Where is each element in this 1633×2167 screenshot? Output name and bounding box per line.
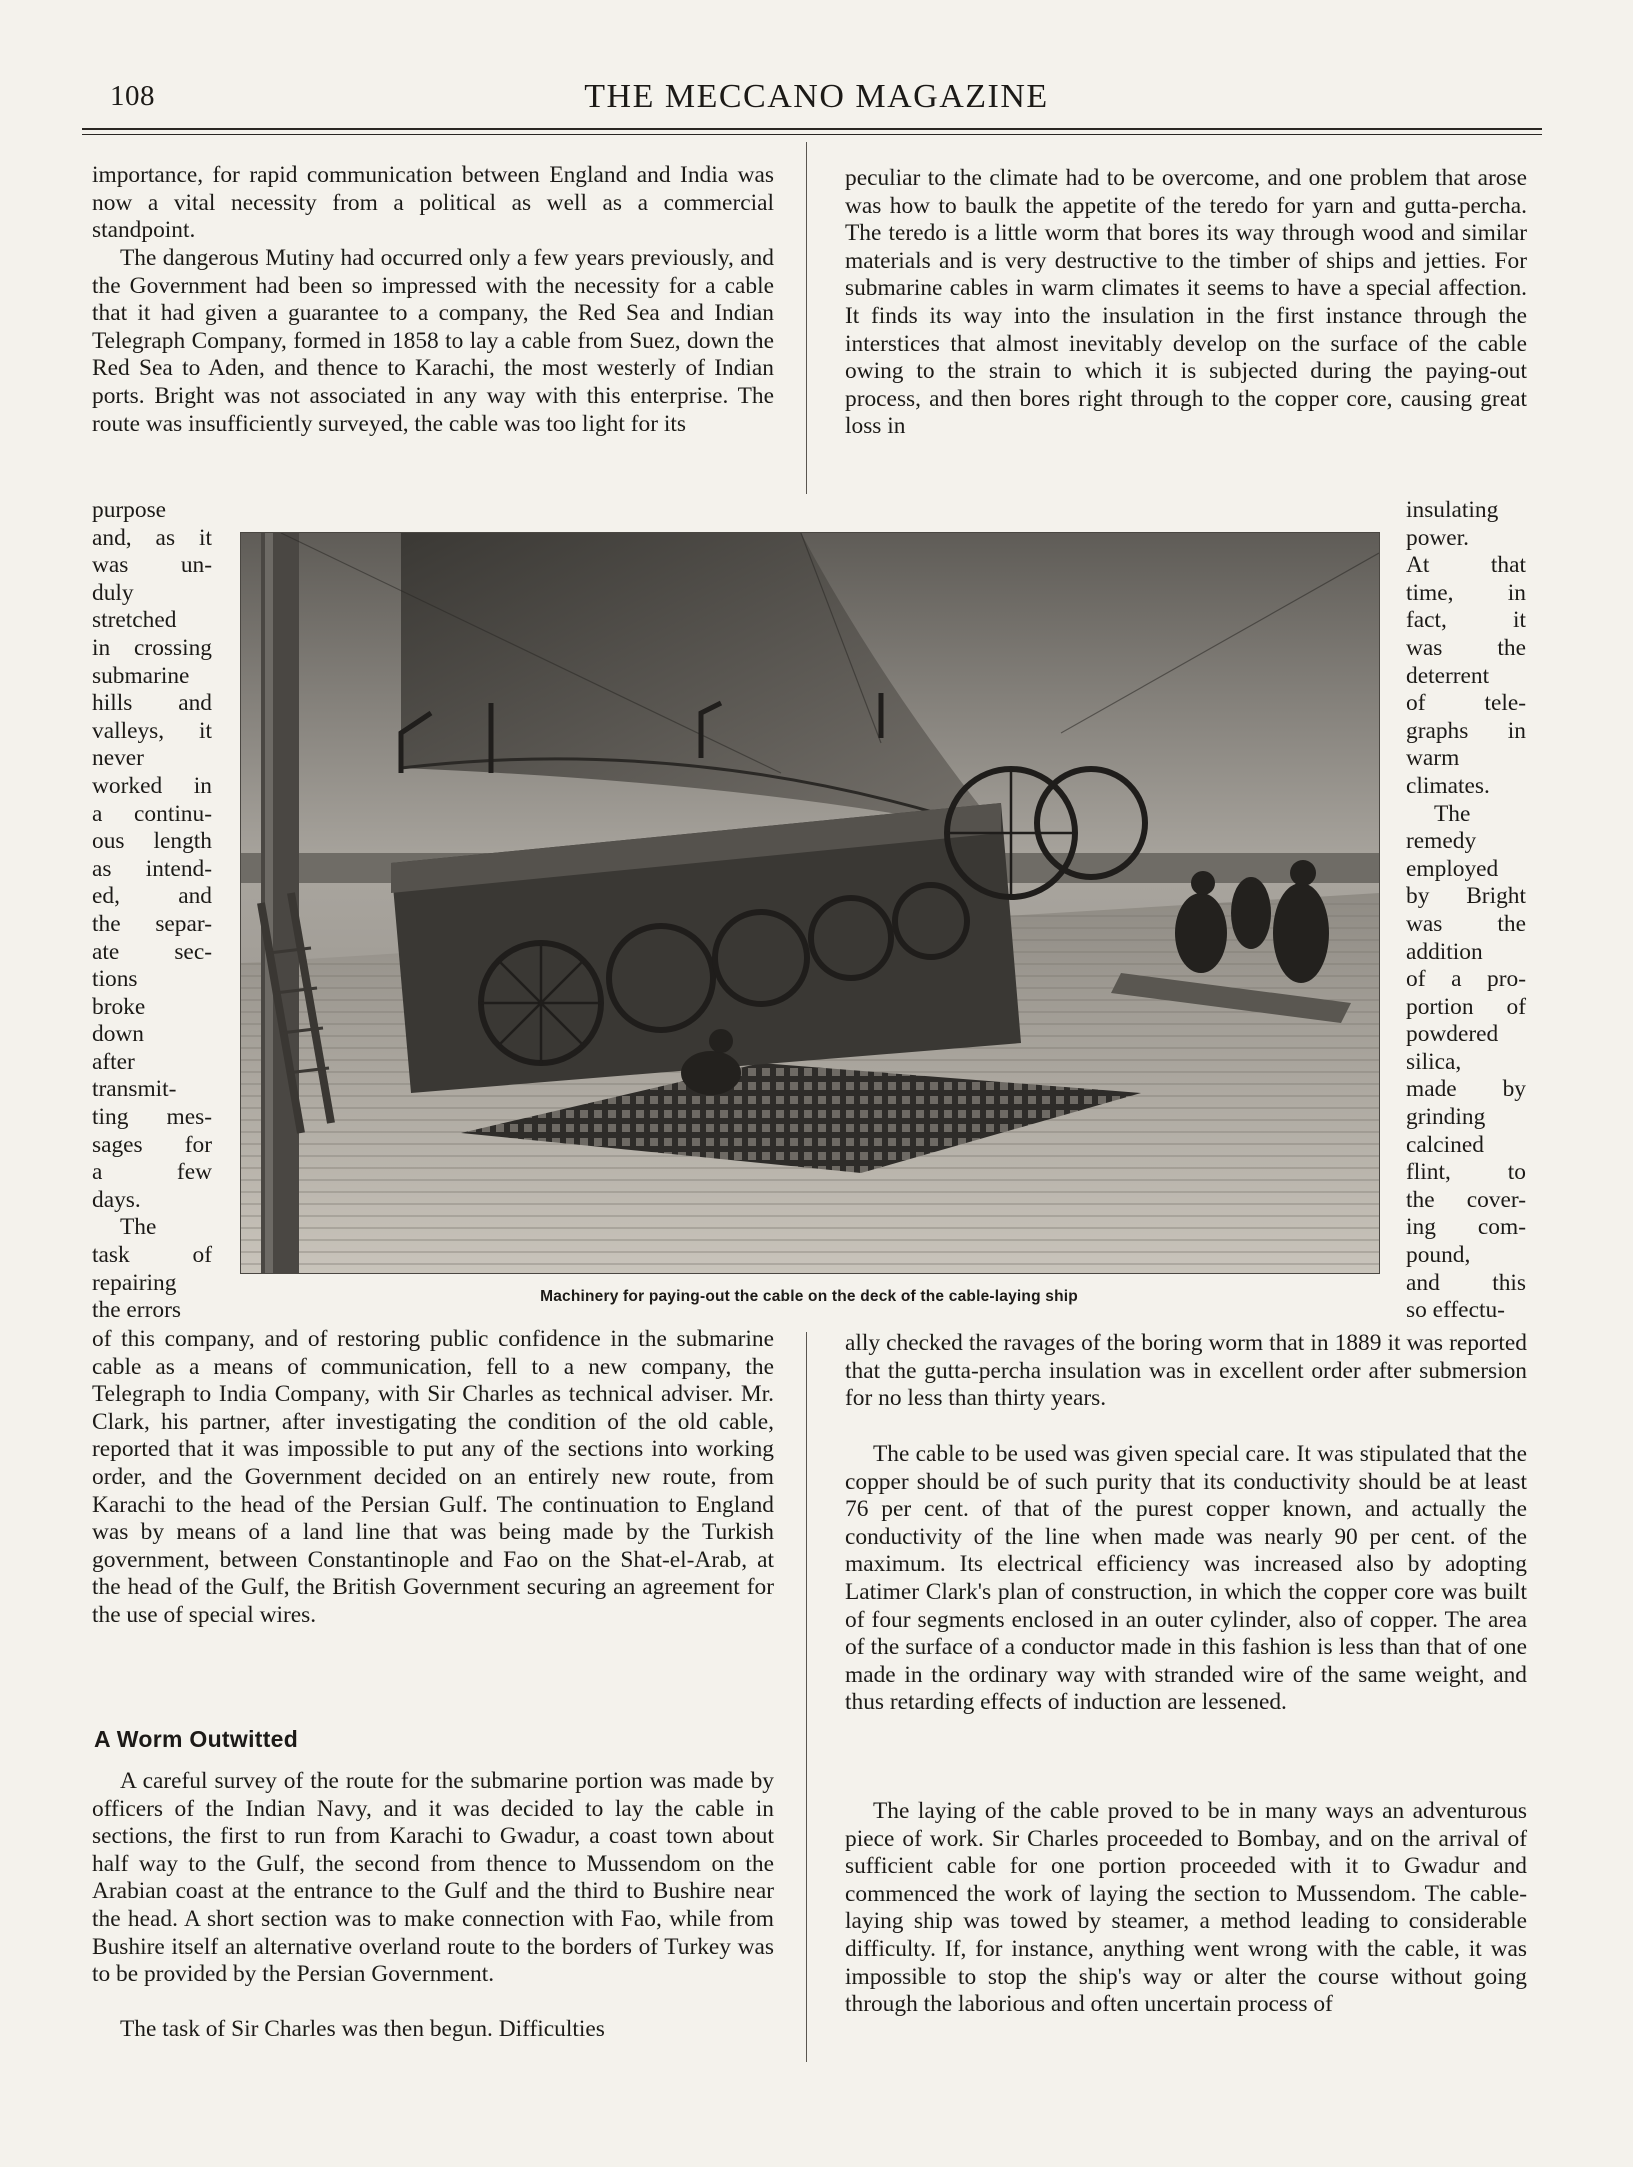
right-paragraph-2: ally checked the ravages of the boring worm that in 1889 it was reported that the gutta-percha insulation was in excellent order after submersion for no less than thirty years.	[845, 1330, 1527, 1412]
wrap-line: was un-	[92, 552, 212, 579]
wrap-line: was the	[1406, 634, 1526, 661]
wrap-line: remedy	[1406, 828, 1477, 855]
wrap-line: stretched	[92, 607, 177, 634]
wrap-line: silica,	[1406, 1048, 1462, 1075]
wrap-line: power.	[1406, 524, 1470, 551]
left-wrap-column	[92, 497, 212, 1325]
wrap-line: of tele-	[1406, 690, 1526, 717]
wrap-line: flint, to	[1406, 1159, 1526, 1186]
cable-machinery-illustration	[240, 532, 1380, 1274]
wrap-line: ous length	[92, 828, 212, 855]
wrap-line: time, in	[1406, 579, 1526, 606]
wrap-line: down	[92, 1021, 144, 1048]
wrap-line: fact, it	[1406, 607, 1526, 634]
left-paragraph-3: of this company, and of restoring public confidence in the submarine cable as a means of communication, fell to a new company, the Telegraph to India Company, with Sir Charles as technical adviser. Mr. Clark, his partner, after investigating the condition of the old cable, reported that it was impossible to put any of the sections into working order, and the Government decided on an entirely new route, from Karachi to the head of the Persian Gulf. The continuation to England was by means of a land line that was being made by the Turkish government, between Constantinople and Fao on the Shat-el-Arab, at the head of the Gulf, the British Government securing an agreement for the use of special wires.	[92, 1326, 774, 1628]
left-paragraph-4: A careful survey of the route for the submarine portion was made by officers of the Indian Navy, and it was decided to lay the cable in sections, the first to run from Karachi to Gwadur, a coast town about half way to the Gulf, the second from thence to Mussendom on the Arabian coast at the entrance to the Gulf and the third to Bushire near the head. A short section was to make connection with Fao, while from Bushire itself an alternative overland route to the borders of Turkey was to be provided by the Persian Government.	[92, 1768, 774, 1988]
wrap-line: hills and	[92, 690, 212, 717]
wrap-line: At that	[1406, 552, 1526, 579]
wrap-line: in crossing	[92, 634, 212, 661]
wrap-line: calcined	[1406, 1131, 1484, 1158]
left-paragraph-2: The dangerous Mutiny had occurred only a few years previously, and the Government had been so impressed with the necessity for a cable that it had given a guarantee to a company, the Red Sea and Indian Telegraph Company, formed in 1858 to lay a cable from Suez, down the Red Sea to Aden, and thence to Karachi, the most westerly of Indian ports. Bright was not associated in any way with this enterprise. The route was insufficiently surveyed, the cable was too light for its	[92, 245, 774, 437]
wrap-line: The	[1434, 800, 1471, 827]
wrap-line: repairing	[92, 1269, 177, 1296]
header-rule-thin	[82, 134, 1542, 135]
wrap-line: so effectu-	[1406, 1297, 1505, 1324]
column-divider-bottom	[806, 1332, 807, 2062]
wrap-line: deterrent	[1406, 662, 1490, 689]
wrap-line: made by	[1406, 1076, 1526, 1103]
wrap-line: purpose	[92, 497, 167, 523]
page-number: 108	[110, 80, 155, 112]
wrap-line: graphs in	[1406, 717, 1526, 744]
wrap-line: the errors	[92, 1297, 181, 1324]
wrap-line: of a pro-	[1406, 966, 1526, 993]
column-divider-top	[806, 142, 807, 494]
wrap-line: ting mes-	[92, 1104, 212, 1131]
wrap-line: the separ-	[92, 910, 212, 937]
wrap-line: The	[120, 1214, 157, 1241]
wrap-line: ate sec-	[92, 938, 212, 965]
wrap-line: ing com-	[1406, 1214, 1526, 1241]
wrap-line: and this	[1406, 1269, 1526, 1296]
wrap-line: days.	[92, 1186, 141, 1213]
left-paragraph-5: The task of Sir Charles was then begun. Difficulties	[120, 2016, 605, 2042]
wrap-line: addition	[1406, 938, 1483, 965]
wrap-line: valleys, it	[92, 717, 212, 744]
section-heading: A Worm Outwitted	[94, 1726, 299, 1752]
right-paragraph-1: peculiar to the climate had to be overcome, and one problem that arose was how to baulk the appetite of the teredo for yarn and gutta-percha. The teredo is a little worm that bores its way through wood and similar materials and is very destructive to the timber of ships and jetties. For submarine cables in warm climates it seems to have a special affection. It finds its way into the insulation in the first instance through the interstices that almost inevitably develop on the surface of the cable owing to the strain to which it is subjected during the paying-out process, and then bores right through to the copper core, causing great loss in	[845, 165, 1527, 440]
wrap-line: after	[92, 1048, 135, 1075]
wrap-line: transmit-	[92, 1076, 177, 1103]
wrap-line: warm	[1406, 745, 1460, 772]
wrap-line: by Bright	[1406, 883, 1526, 910]
right-paragraph-4: The laying of the cable proved to be in many ways an adventurous piece of work. Sir Charles proceeded to Bombay, and on the arrival of sufficient cable for one portion proceeded with it to Gwadur and commenced the work of laying the section to Mussendom. The cable-laying ship was towed by steamer, a method leading to considerable difficulty. If, for instance, anything went wrong with the cable, it was impossible to stop the ship's way or alter the course without going through the laborious and often uncertain process of	[845, 1798, 1527, 2018]
running-title: THE MECCANO MAGAZINE	[584, 78, 1049, 115]
wrap-line: grinding	[1406, 1104, 1486, 1131]
right-wrap-column	[1406, 497, 1526, 1325]
wrap-line: never	[92, 745, 144, 772]
wrap-line: ed, and	[92, 883, 212, 910]
wrap-line: duly	[92, 579, 134, 606]
wrap-line: worked in	[92, 772, 212, 799]
wrap-line: the cover-	[1406, 1186, 1526, 1213]
illustration-caption: Machinery for paying-out the cable on the deck of the cable-laying ship	[540, 1288, 1078, 1305]
left-paragraph-1: importance, for rapid communication between England and India was now a vital necessity from a political as well as a commercial standpoint.	[92, 162, 774, 244]
wrap-line: and, as it	[92, 524, 212, 551]
wrap-line: sages for	[92, 1131, 212, 1158]
wrap-line: a few	[92, 1159, 212, 1186]
header-rule	[82, 128, 1542, 130]
wrap-line: pound,	[1406, 1242, 1471, 1269]
wrap-line: employed	[1406, 855, 1499, 882]
wrap-line: insulating	[1406, 497, 1499, 523]
wrap-line: broke	[92, 993, 146, 1020]
wrap-line: as intend-	[92, 855, 212, 882]
right-paragraph-3: The cable to be used was given special care. It was stipulated that the copper should be of such purity that its conductivity should be at least 76 per cent. of that of the purest copper known, and actually the conductivity of the line when made was nearly 90 per cent. of the maximum. Its electrical efficiency was increased also by adopting Latimer Clark's plan of construction, in which the copper core was built of four segments enclosed in an outer cylinder, also of copper. The area of the surface of a conductor made in this fashion is less than that of one made in the ordinary way with stranded wire of the same weight, and thus retarding effects of induction are lessened.	[845, 1441, 1527, 1716]
wrap-line: climates.	[1406, 772, 1490, 799]
wrap-line: powdered	[1406, 1021, 1499, 1048]
wrap-line: a continu-	[92, 800, 212, 827]
wrap-line: was the	[1406, 910, 1526, 937]
wrap-line: submarine	[92, 662, 190, 689]
wrap-line: portion of	[1406, 993, 1526, 1020]
wrap-line: tions	[92, 966, 138, 993]
wrap-line: task of	[92, 1242, 212, 1269]
